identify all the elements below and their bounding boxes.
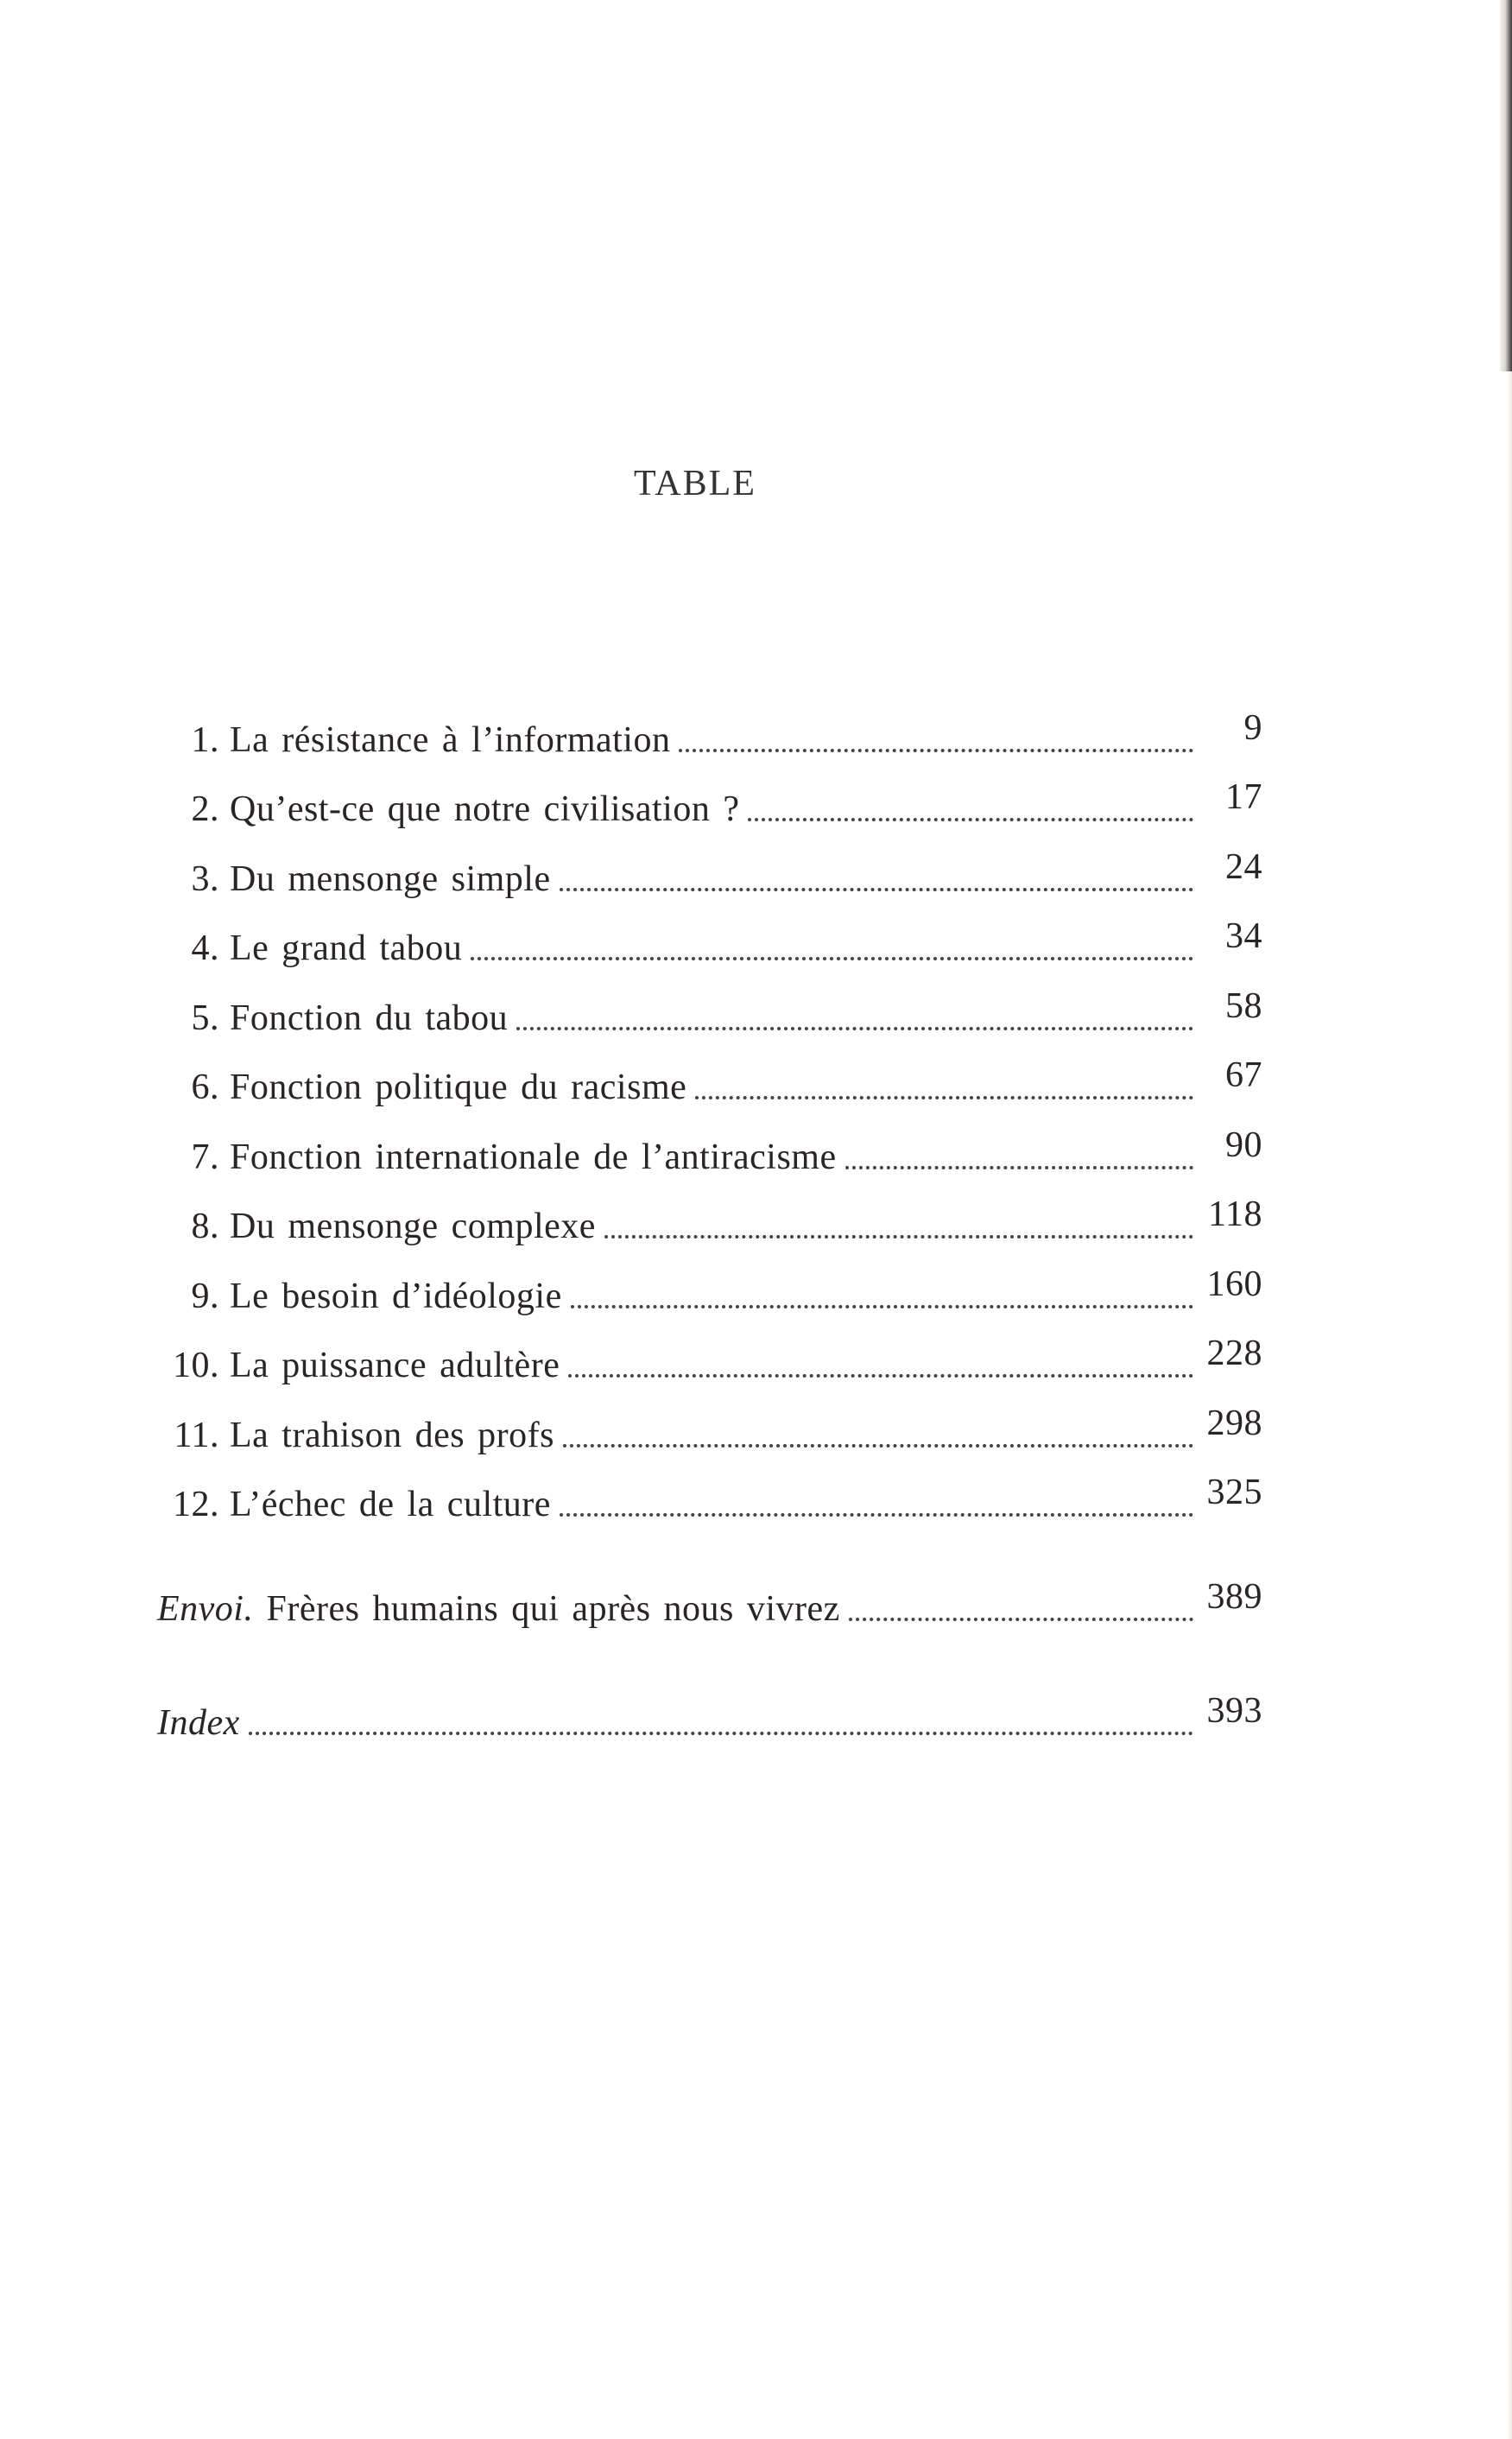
dot-leader xyxy=(571,1305,1193,1308)
entry-page: 17 xyxy=(1225,777,1262,817)
entry-title: L’échec de la culture xyxy=(230,1485,551,1524)
toc-entry-envoi[interactable] xyxy=(157,1560,1262,1630)
entry-page: 228 xyxy=(1206,1334,1262,1373)
dot-leader xyxy=(695,1096,1193,1099)
toc-entry-5[interactable] xyxy=(157,969,1262,1039)
entry-page: 34 xyxy=(1225,916,1262,956)
dot-leader xyxy=(845,1166,1193,1169)
dot-leader xyxy=(563,1444,1193,1448)
entry-number: 8. xyxy=(191,1207,219,1246)
entry-title: Du mensonge complexe xyxy=(230,1207,596,1246)
entry-page: 90 xyxy=(1225,1124,1262,1165)
dot-leader xyxy=(471,957,1193,960)
entry-title: Qu’est-ce que notre civilisation ? xyxy=(230,789,740,829)
entry-page: 67 xyxy=(1225,1055,1262,1095)
toc-entry-7[interactable] xyxy=(157,1108,1262,1178)
entry-number: 3. xyxy=(191,858,219,899)
entry-title xyxy=(157,1702,240,1744)
toc-entry-2[interactable] xyxy=(157,761,1262,831)
dot-leader xyxy=(748,818,1193,821)
toc-entry-index[interactable] xyxy=(157,1675,1262,1745)
table-of-contents xyxy=(157,691,1262,1744)
page-title: TABLE xyxy=(634,464,756,504)
entry-number: 10. xyxy=(173,1346,219,1385)
entry-title: La puissance adultère xyxy=(230,1346,560,1385)
entry-title: Le grand tabou xyxy=(230,928,463,968)
entry-number: 4. xyxy=(191,928,219,968)
dot-leader xyxy=(849,1618,1193,1621)
entry-page: 9 xyxy=(1243,707,1262,748)
dot-leader xyxy=(249,1732,1193,1735)
entry-title xyxy=(157,1588,840,1630)
entry-page: 24 xyxy=(1225,846,1262,887)
entry-page: 58 xyxy=(1225,985,1262,1026)
toc-entry-9[interactable] xyxy=(157,1247,1262,1317)
entry-title: La résistance à l’information xyxy=(230,719,671,760)
entry-title: Fonction du tabou xyxy=(230,998,509,1038)
toc-entry-1[interactable] xyxy=(157,691,1262,761)
entry-page: 393 xyxy=(1206,1691,1262,1731)
page-edge-shadow xyxy=(1500,0,1512,371)
spacer xyxy=(157,1525,1262,1560)
dot-leader xyxy=(604,1235,1193,1239)
toc-entry-10[interactable] xyxy=(157,1317,1262,1387)
entry-number: 9. xyxy=(191,1276,219,1316)
entry-number: 5. xyxy=(191,998,219,1038)
entry-page: 389 xyxy=(1206,1576,1262,1617)
entry-title: Le besoin d’idéologie xyxy=(230,1276,562,1316)
entry-number: 7. xyxy=(191,1137,219,1177)
toc-entry-12[interactable] xyxy=(157,1456,1262,1526)
toc-entry-4[interactable] xyxy=(157,900,1262,970)
index-label: Index xyxy=(157,1703,240,1743)
entry-title: Du mensonge simple xyxy=(230,858,551,899)
dot-leader xyxy=(560,888,1193,891)
entry-title: La trahison des profs xyxy=(230,1415,554,1455)
toc-entry-6[interactable] xyxy=(157,1039,1262,1109)
toc-entry-3[interactable] xyxy=(157,830,1262,900)
entry-title: Fonction internationale de l’antiracisme xyxy=(230,1137,837,1177)
entry-page: 118 xyxy=(1208,1194,1262,1234)
entry-page: 298 xyxy=(1206,1403,1262,1443)
dot-leader xyxy=(679,749,1193,752)
entry-number: 6. xyxy=(191,1067,219,1107)
entry-number: 1. xyxy=(191,719,219,760)
dot-leader xyxy=(568,1374,1193,1378)
envoi-label: Frères humains qui après nous vivrez xyxy=(266,1588,840,1629)
toc-entry-8[interactable] xyxy=(157,1178,1262,1248)
envoi-prefix: Envoi. xyxy=(157,1588,254,1629)
dot-leader xyxy=(560,1513,1193,1517)
entry-number: 2. xyxy=(191,789,219,829)
entry-page: 160 xyxy=(1206,1264,1262,1304)
spacer xyxy=(157,1630,1262,1675)
entry-page: 325 xyxy=(1206,1473,1262,1512)
page-edge-lower xyxy=(1508,371,1512,2439)
entry-title: Fonction politique du racisme xyxy=(230,1067,687,1107)
toc-entry-11[interactable] xyxy=(157,1386,1262,1456)
entry-number: 11. xyxy=(174,1415,219,1455)
dot-leader xyxy=(516,1027,1193,1030)
entry-number: 12. xyxy=(173,1485,219,1524)
